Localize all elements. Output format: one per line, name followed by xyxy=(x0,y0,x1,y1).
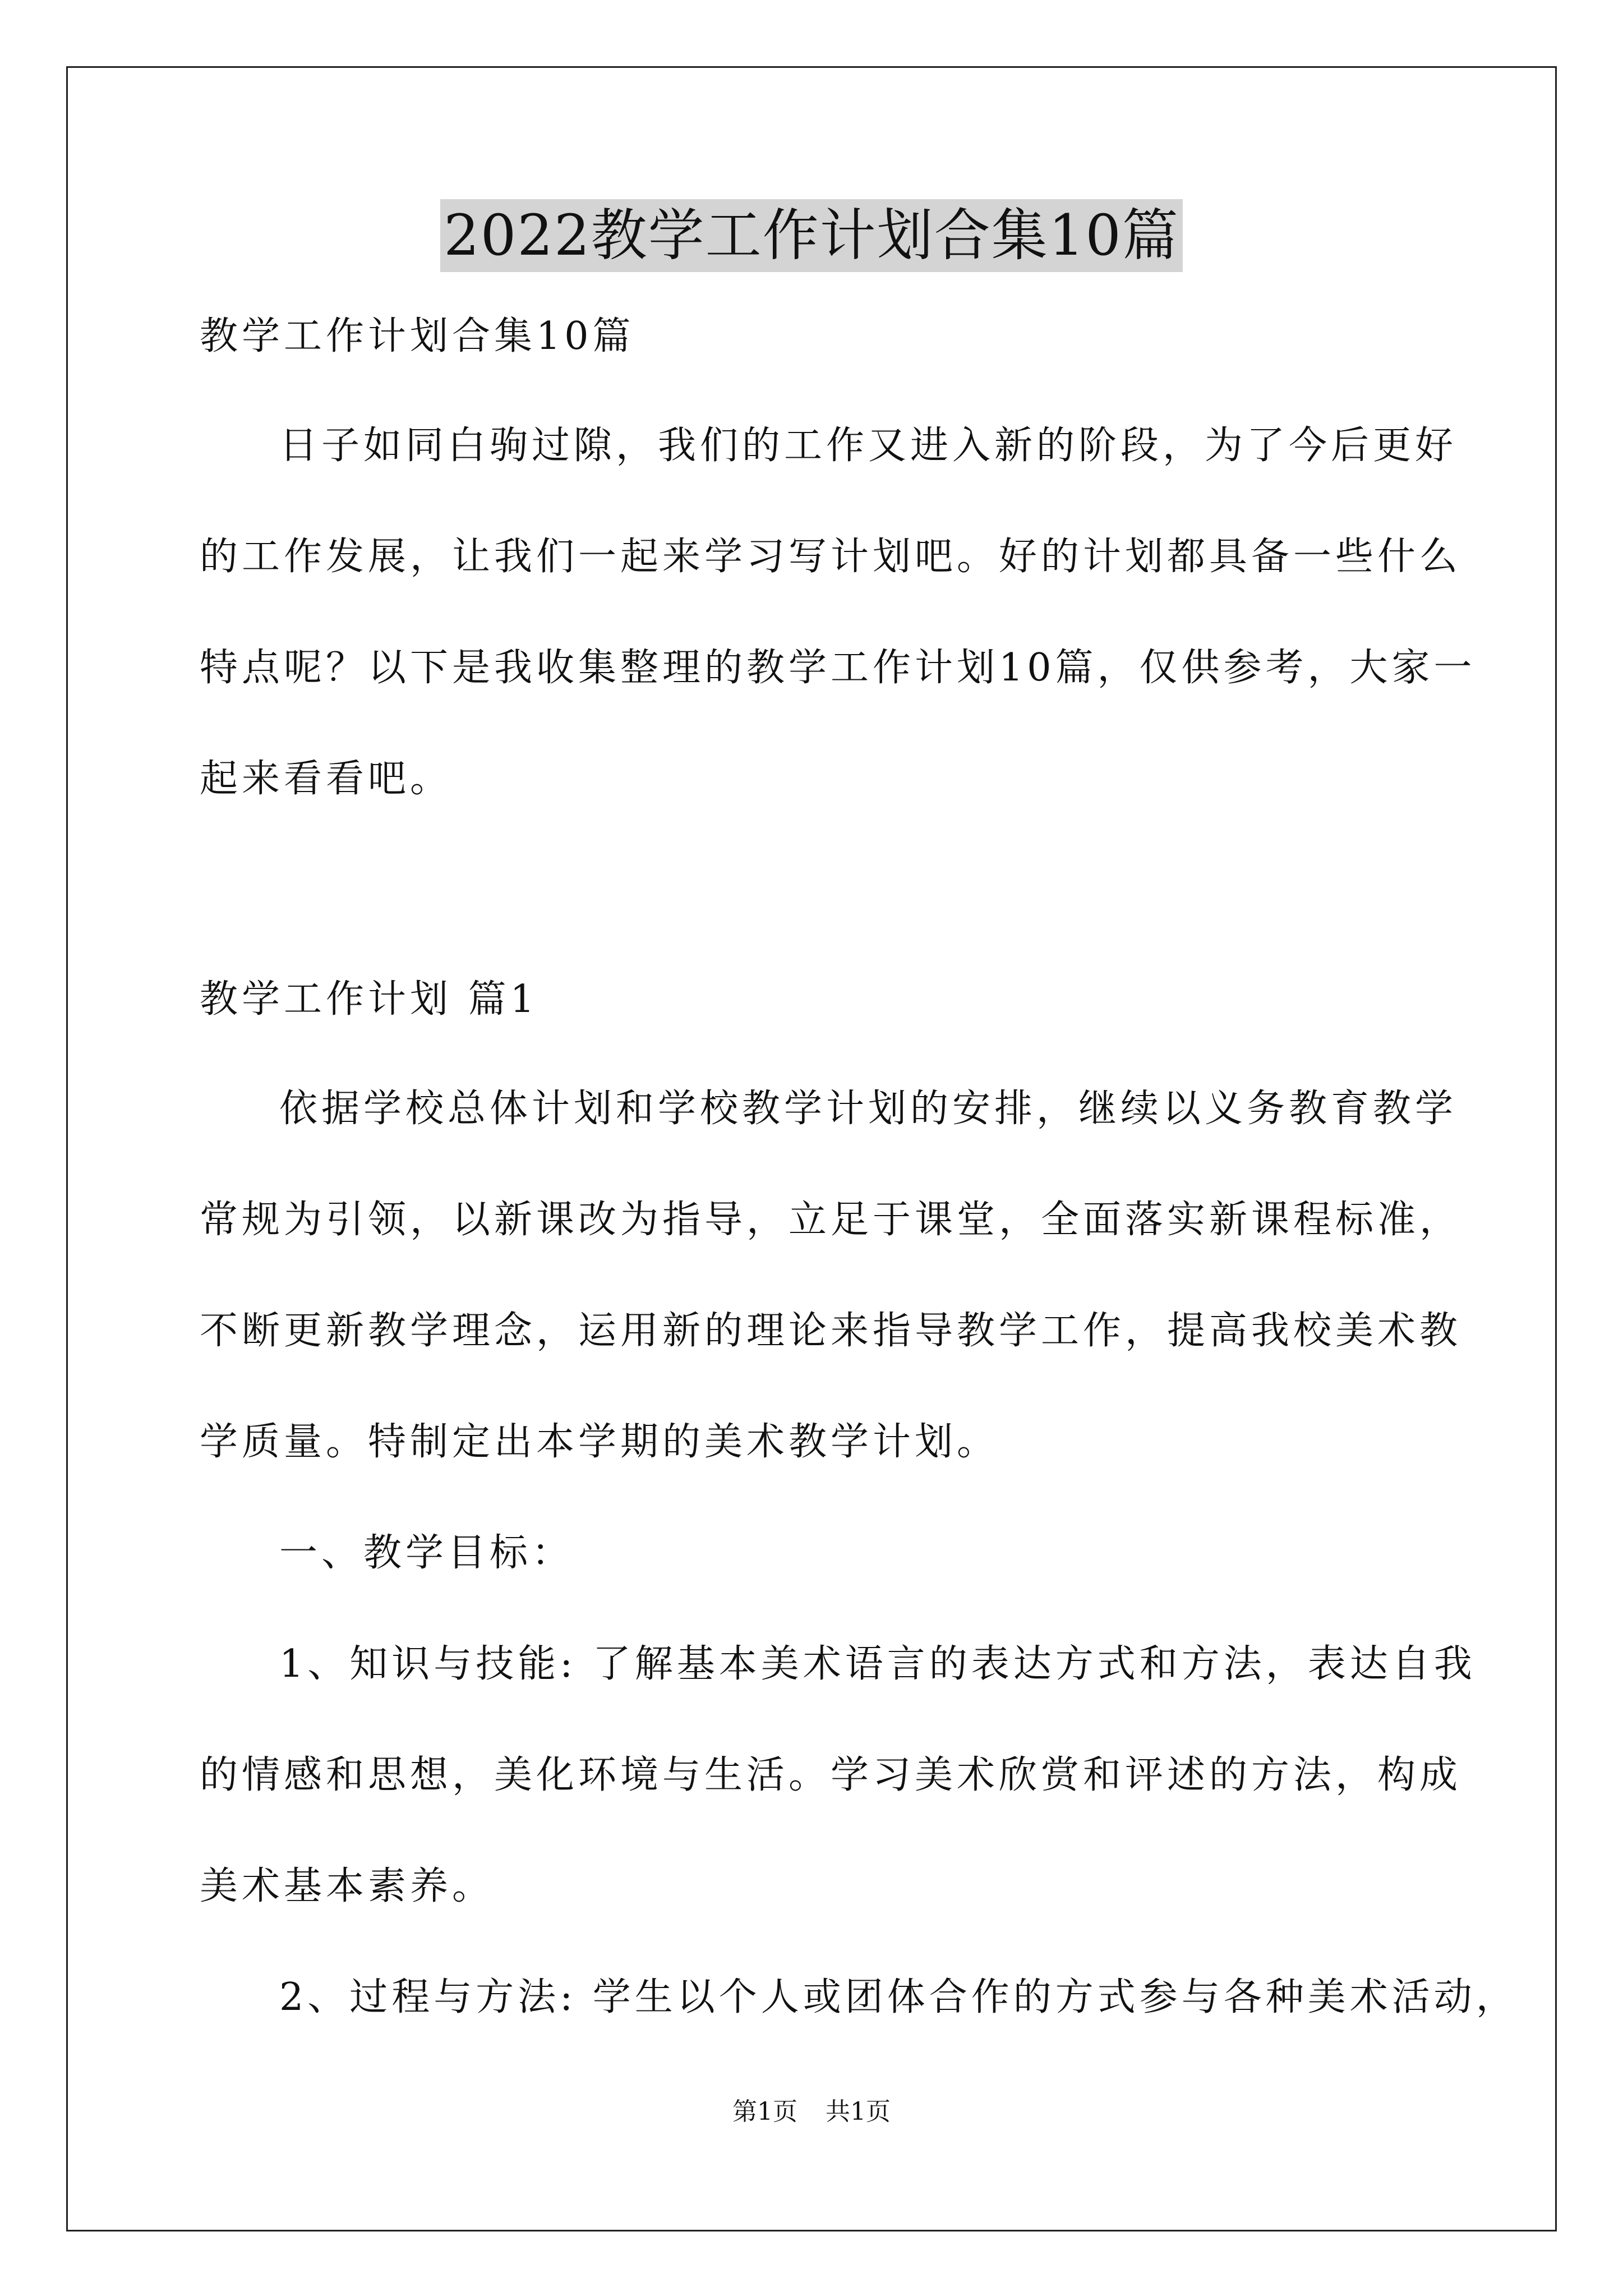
page-total: 共1页 xyxy=(826,2097,891,2126)
intro-line: 特点呢？以下是我收集整理的教学工作计划10篇，仅供参考，大家一 xyxy=(200,646,1476,690)
section-line: 常规为引领，以新课改为指导，立足于课堂，全面落实新课程标准， xyxy=(200,1198,1462,1242)
section-paragraph xyxy=(200,1081,1462,1470)
intro-line: 起来看看吧。 xyxy=(200,757,453,801)
title-block xyxy=(0,199,1623,272)
goal1-line: 1、知识与技能: 了解基本美术语言的表达方式和方法，表达自我 xyxy=(279,1642,1476,1686)
section-heading: 教学工作计划 篇1 xyxy=(200,977,538,1022)
goal1-paragraph xyxy=(200,1636,1476,1915)
section-line: 学质量。特制定出本学期的美术教学计划。 xyxy=(200,1420,999,1464)
document-body xyxy=(200,309,1518,2026)
goal-heading: 一、教学目标： xyxy=(279,1531,574,1575)
intro-line: 日子如同白驹过隙，我们的工作又进入新的阶段，为了今后更好 xyxy=(279,424,1458,468)
section-line: 不断更新教学理念，运用新的理论来指导教学工作，提高我校美术教 xyxy=(200,1309,1462,1353)
page-number: 第1页 xyxy=(732,2097,797,2126)
goal1-line: 的情感和思想，美化环境与生活。学习美术欣赏和评述的方法，构成 xyxy=(200,1753,1462,1797)
goal2-line: 2、过程与方法: 学生以个人或团体合作的方式参与各种美术活动， xyxy=(279,1975,1518,2019)
page-footer xyxy=(0,2095,1623,2129)
goal1-line: 美术基本素养。 xyxy=(200,1864,495,1908)
section-line: 依据学校总体计划和学校教学计划的安排，继续以义务教育教学 xyxy=(279,1087,1458,1131)
document-title: 2022教学工作计划合集10篇 xyxy=(440,199,1183,272)
intro-line: 的工作发展，让我们一起来学习写计划吧。好的计划都具备一些什么 xyxy=(200,535,1462,579)
goal2-paragraph xyxy=(200,1970,1518,2026)
intro-paragraph xyxy=(200,418,1476,807)
document-subtitle: 教学工作计划合集10篇 xyxy=(200,314,635,358)
